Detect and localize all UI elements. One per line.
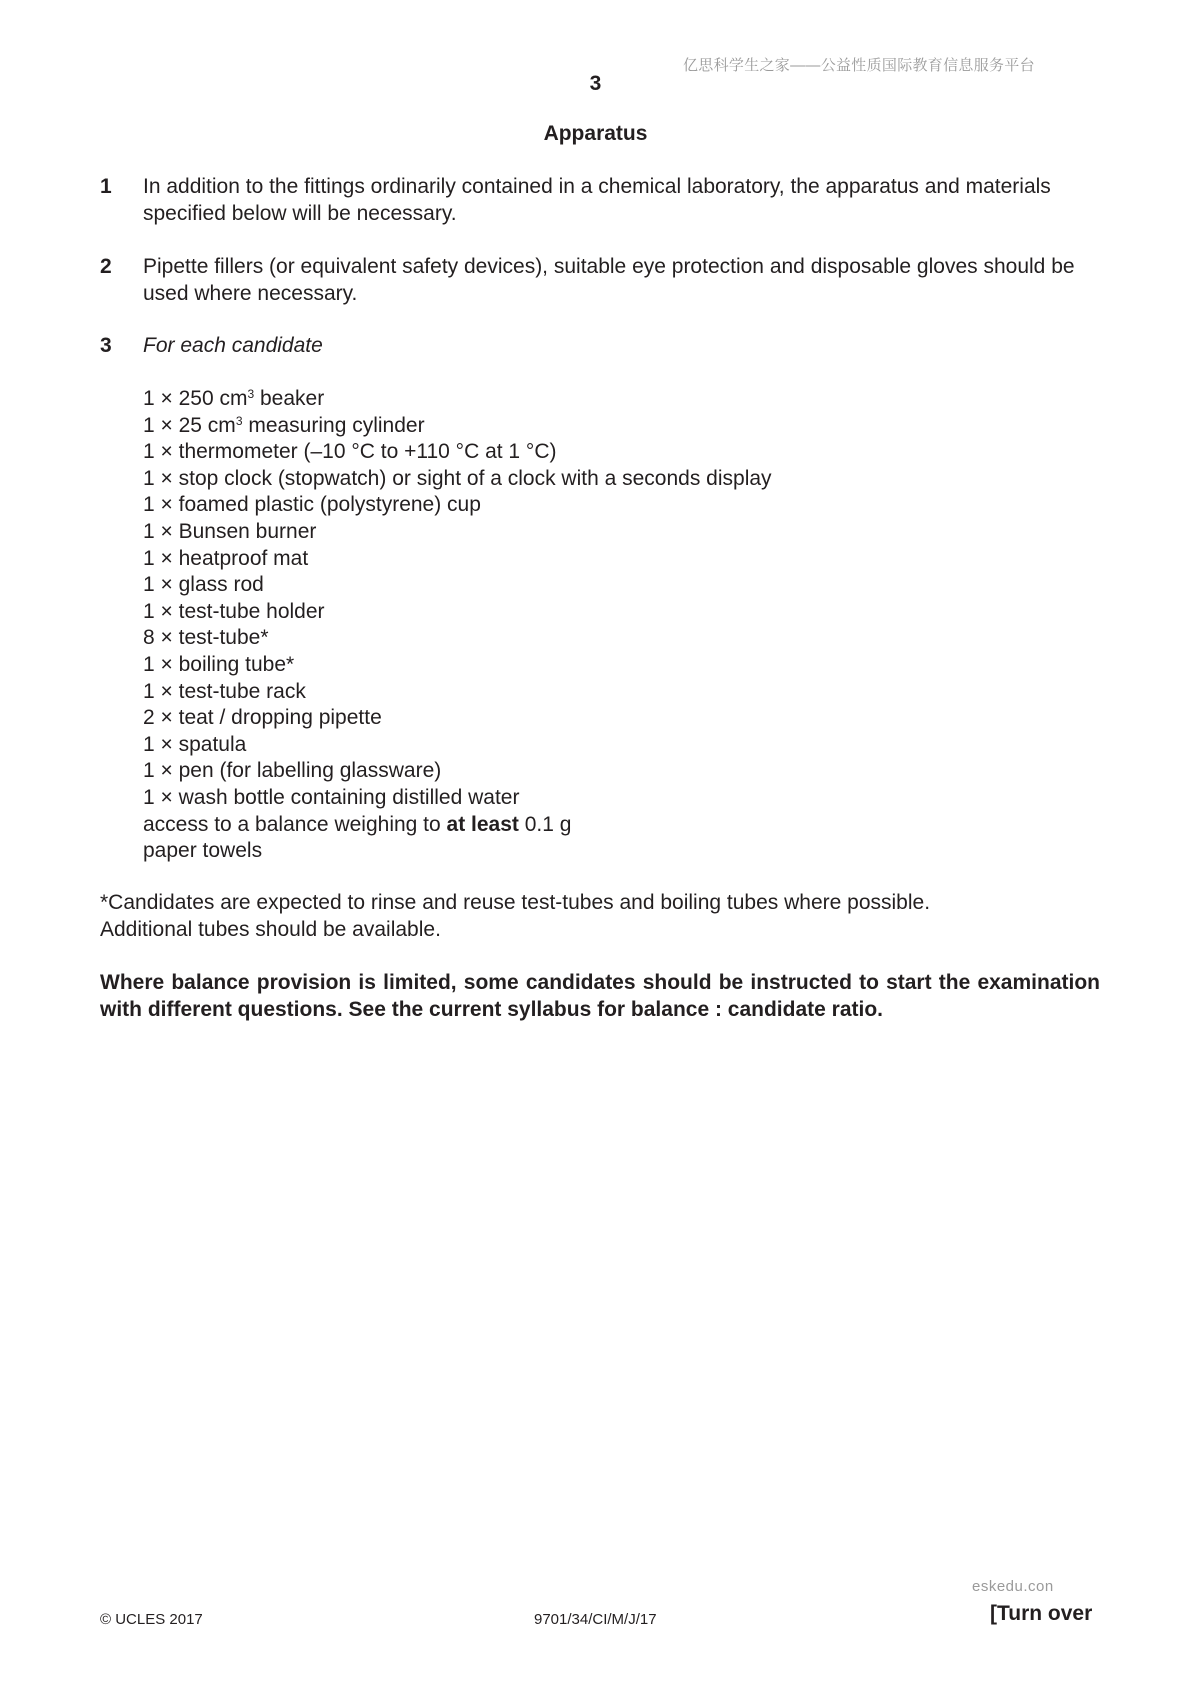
list-item: 2 × teat / dropping pipette — [143, 706, 382, 730]
turn-over: [Turn over — [990, 1602, 1093, 1625]
list-item: 1 × glass rod — [143, 573, 264, 597]
page-title: Apparatus — [543, 122, 648, 145]
list-item: 1 × boiling tube* — [143, 652, 295, 676]
list-item-cylinder: 1 × 25 $cm^3$ measuring cylinder — [143, 413, 425, 437]
list-item-balance: access to a balance weighing to at least 0.1 g — [143, 812, 572, 836]
list-item: 1 × pen (for labelling glassware) — [143, 759, 442, 783]
list-item: paper towels — [143, 839, 263, 863]
footer-watermark: eskedu.con — [972, 1578, 1054, 1595]
page-number: 3 — [589, 72, 602, 95]
balance-provision-note: Where balance provision is limited, some candidates should be instructed to start the examination with different questions. See the current syllabus for balance : candidate ratio. — [100, 971, 1100, 1021]
list-item: 1 × thermometer (–10 °C to +110 °C at 1 °C) — [143, 440, 557, 464]
list-item: 1 × stop clock (stopwatch) or sight of a clock with a seconds display — [143, 466, 772, 490]
item-number: 3 — [100, 334, 112, 357]
item-number: 1 — [100, 175, 112, 198]
paper-code: 9701/34/CI/M/J/17 — [534, 1611, 657, 1628]
list-item: 1 × heatproof mat — [143, 546, 309, 570]
item-text: For each candidate — [143, 334, 323, 357]
list-item: 1 × spatula — [143, 732, 247, 756]
item-text: In addition to the fittings ordinarily contained in a chemical laboratory, the apparatus and materials specified below will be necessary. — [143, 175, 1051, 225]
note-line: *Candidates are expected to rinse and reuse test-tubes and boiling tubes where possible. — [100, 891, 931, 914]
item-text: Pipette fillers (or equivalent safety devices), suitable eye protection and disposable gloves should be used where necessary. — [143, 255, 1075, 305]
list-item: 1 × Bunsen burner — [143, 519, 317, 543]
note-line: Additional tubes should be available. — [100, 917, 441, 941]
list-item: 1 × test-tube rack — [143, 679, 306, 703]
header-watermark: 亿思科学生之家——公益性质国际教育信息服务平台 — [683, 57, 1035, 74]
copyright: © UCLES 2017 — [100, 1611, 203, 1628]
list-item: 1 × test-tube holder — [143, 599, 325, 623]
item-number: 2 — [100, 255, 112, 278]
list-item-beaker: 1 × 250 $cm^3$ beaker — [143, 387, 325, 410]
list-item: 1 × foamed plastic (polystyrene) cup — [143, 493, 481, 517]
list-item: 1 × wash bottle containing distilled water — [143, 785, 520, 809]
rinse-note — [100, 890, 1100, 943]
list-item: 8 × test-tube* — [143, 626, 269, 650]
apparatus-list — [143, 386, 1043, 865]
